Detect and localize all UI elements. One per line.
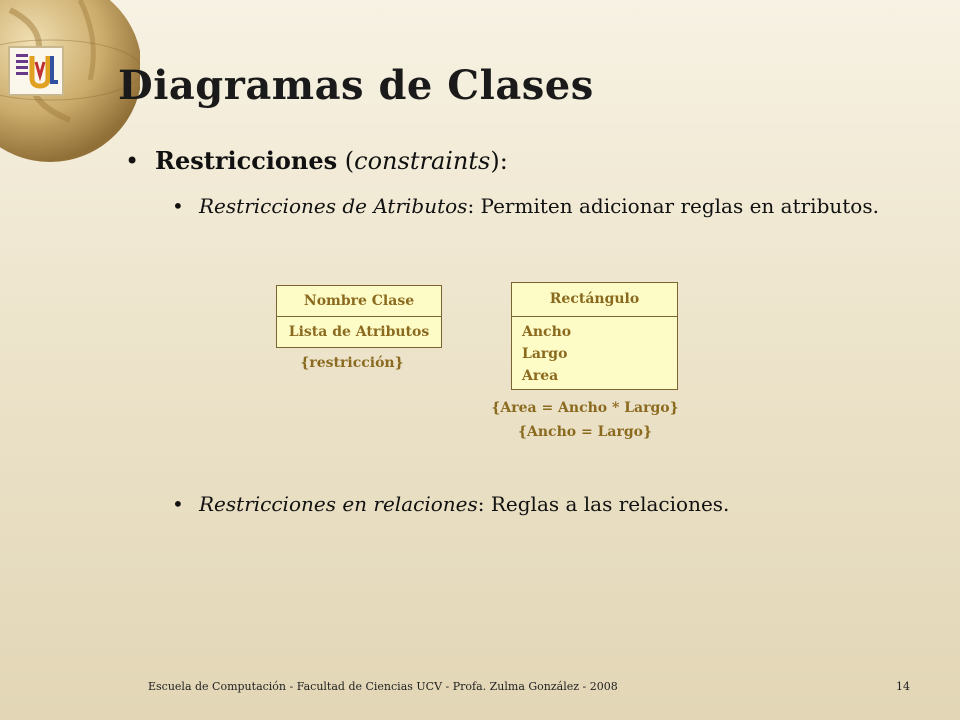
bullet-restricciones xyxy=(125,146,508,175)
uml-class-name: Nombre Clase xyxy=(277,286,441,317)
bullet-restricciones-relaciones xyxy=(172,490,932,519)
uml-attribute: Area xyxy=(522,368,559,384)
uml-class-generic xyxy=(276,285,442,348)
bullet-dot: • xyxy=(125,147,140,175)
uml-logo xyxy=(8,46,64,96)
bullet-restricciones-atributos xyxy=(172,192,932,221)
uml-attribute: Ancho xyxy=(522,324,572,340)
bullet-text: : Permiten adicionar reglas en atributos. xyxy=(467,194,879,218)
uml-attribute: Largo xyxy=(522,346,568,362)
bullet-paren-close: ): xyxy=(490,147,508,175)
uml-class-rectangulo xyxy=(511,282,678,390)
bullet-italic-text: Restricciones de Atributos xyxy=(199,194,468,218)
slide-title: Diagramas de Clases xyxy=(118,62,594,109)
uml-attribute-list: Lista de Atributos xyxy=(288,324,430,340)
uml-attribute-list xyxy=(512,317,677,387)
bullet-paren-open: ( xyxy=(337,147,355,175)
footer-text: Escuela de Computación - Facultad de Ciencias UCV - Profa. Zulma González - 2008 xyxy=(148,680,618,693)
uml-class-name: Rectángulo xyxy=(512,283,677,317)
bullet-dot: • xyxy=(172,492,184,516)
page-number: 14 xyxy=(896,680,910,693)
uml-constraint-generic: {restricción} xyxy=(300,355,404,371)
bullet-italic-text: constraints xyxy=(354,147,491,175)
bullet-text: : Reglas a las relaciones. xyxy=(477,492,730,516)
bullet-italic-text: Restricciones en relaciones xyxy=(199,492,478,516)
bullet-bold-text: Restricciones xyxy=(155,146,338,175)
bullet-dot: • xyxy=(172,194,184,218)
uml-logo-icon xyxy=(10,48,62,94)
uml-constraint-ancho: {Ancho = Largo} xyxy=(518,424,652,440)
uml-constraint-area: {Area = Ancho * Largo} xyxy=(491,400,679,416)
